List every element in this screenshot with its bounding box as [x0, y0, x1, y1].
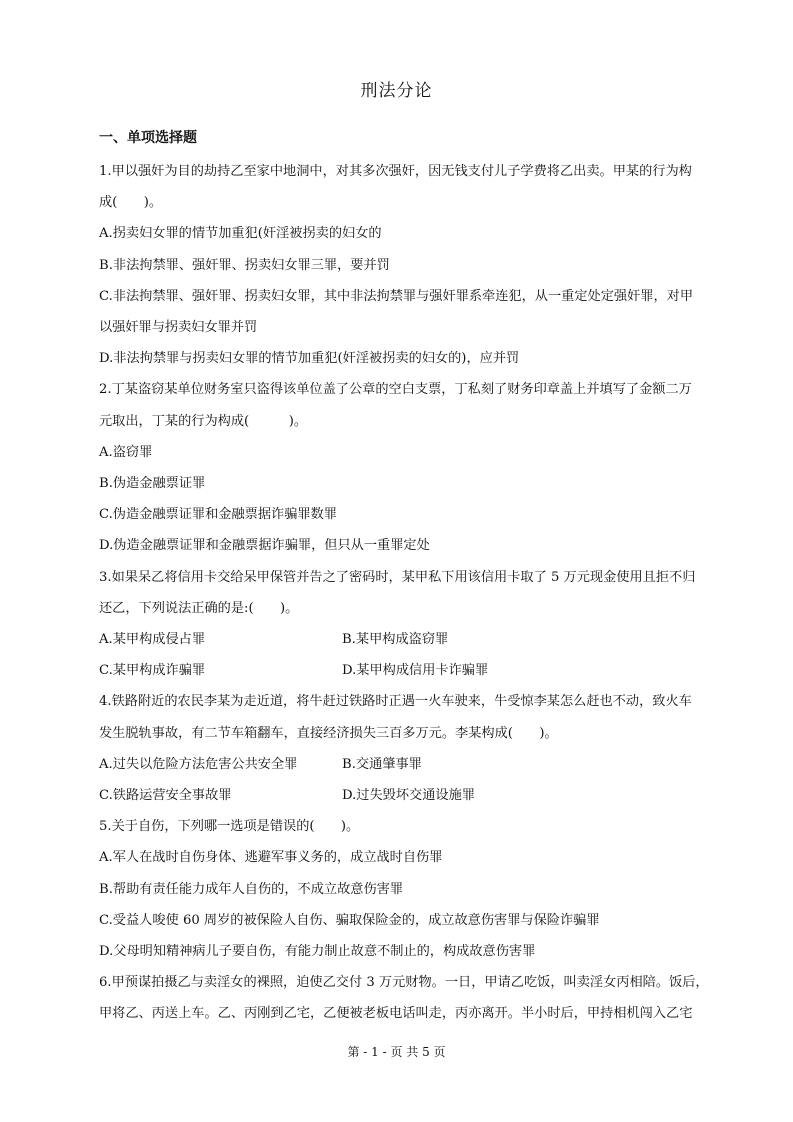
- section-heading: 一、单项选择题: [99, 130, 197, 146]
- question-5-stem: 5.关于自伤，下列哪一选项是错误的( )。: [99, 819, 360, 835]
- question-1-stem-line-1: 1.甲以强奸为目的劫持乙至家中地洞中，对其多次强奸，因无钱支付儿子学费将乙出卖。甲某的行为构: [99, 164, 692, 179]
- question-1-option-d: D.非法拘禁罪与拐卖妇女罪的情节加重犯(奸淫被拐卖的妇女的)，应并罚: [99, 351, 520, 367]
- question-3-option-a: A.某甲构成侵占罪: [99, 632, 206, 648]
- question-6-stem-line-2: 甲将乙、丙送上车。乙、丙刚到乙宅，乙便被老板电话叫走，丙亦离开。半小时后，甲持相机闯入乙宅: [99, 1006, 693, 1022]
- document-title: 刑法分论: [360, 81, 433, 101]
- question-2-option-b: B.伪造金融票证罪: [99, 476, 206, 492]
- question-4-option-c: C.铁路运营安全事故罪: [99, 788, 232, 804]
- question-2-stem-line-1: 2.丁某盗窃某单位财务室只盗得该单位盖了公章的空白支票，丁私刻了财务印章盖上并填写了金额二万: [99, 382, 692, 398]
- question-3-options-row-1: [99, 624, 709, 655]
- question-3-option-b: B.某甲构成盗窃罪: [342, 632, 449, 648]
- question-6-stem-line-1: 6.甲预谋拍摄乙与卖淫女的裸照，迫使乙交付 3 万元财物。一日，甲请乙吃饭，叫卖淫女丙相陪。饭后，: [99, 975, 709, 991]
- question-4-options-row-1: [99, 749, 709, 780]
- question-3-stem-line-2: 还乙，下列说法正确的是:( )。: [99, 600, 299, 616]
- question-4-option-d: D.过失毁坏交通设施罪: [342, 788, 475, 804]
- question-1-option-c-cont: 以强奸罪与拐卖妇女罪并罚: [99, 320, 258, 336]
- question-3-option-c: C.某甲构成诈骗罪: [99, 663, 206, 679]
- question-list: [99, 156, 709, 1030]
- question-2-stem-line-2: 元取出，丁某的行为构成( )。: [99, 413, 308, 429]
- question-5-option-c: C.受益人唆使 60 周岁的被保险人自伤、骗取保险金的，成立故意伤害罪与保险诈骗罪: [99, 912, 600, 928]
- question-5-option-a: A.军人在战时自伤身体、逃避军事义务的，成立战时自伤罪: [99, 850, 443, 866]
- question-4-stem-line-2: 发生脱轨事故，有二节车箱翻车，直接经济损失三百多万元。李某构成( )。: [99, 725, 558, 741]
- question-2-option-a: A.盗窃罪: [99, 444, 153, 460]
- question-4-option-a: A.过失以危险方法危害公共安全罪: [99, 756, 298, 772]
- question-5-option-b: B.帮助有责任能力成年人自伤的，不成立故意伤害罪: [99, 881, 404, 897]
- question-4-option-b: B.交通肇事罪: [342, 756, 422, 772]
- question-3-stem-line-1: 3.如果呆乙将信用卡交给呆甲保管并告之了密码时，某甲私下用该信用卡取了 5 万元现金使用且拒不归: [99, 569, 696, 585]
- question-2-option-c: C.伪造金融票证罪和金融票据诈骗罪数罪: [99, 507, 337, 523]
- question-3-option-d: D.某甲构成信用卡诈骗罪: [342, 663, 489, 679]
- question-1-option-a: A.拐卖妇女罪的情节加重犯(奸淫被拐卖的妇女的: [99, 226, 382, 242]
- question-2-option-d: D.伪造金融票证罪和金融票据诈骗罪，但只从一重罪定处: [99, 538, 430, 554]
- page-footer: 第 - 1 - 页 共 5 页: [347, 1045, 446, 1059]
- question-3-options-row-2: [99, 655, 709, 686]
- question-1-stem-line-2: 成( )。: [99, 195, 163, 211]
- question-4-stem-line-1: 4.铁路附近的农民李某为走近道，将牛赶过铁路时正遇一火车驶来，牛受惊李某怎么赶也不动，致火车: [99, 694, 692, 710]
- question-1-option-c: C.非法拘禁罪、强奸罪、拐卖妇女罪，其中非法拘禁罪与强奸罪系牵连犯，从一重定处定强奸罪，对甲: [99, 288, 694, 304]
- question-1-option-b: B.非法拘禁罪、强奸罪、拐卖妇女罪三罪，要并罚: [99, 257, 390, 273]
- question-5-option-d: D.父母明知精神病儿子要自伤，有能力制止故意不制止的，构成故意伤害罪: [99, 944, 536, 960]
- question-4-options-row-2: [99, 780, 709, 811]
